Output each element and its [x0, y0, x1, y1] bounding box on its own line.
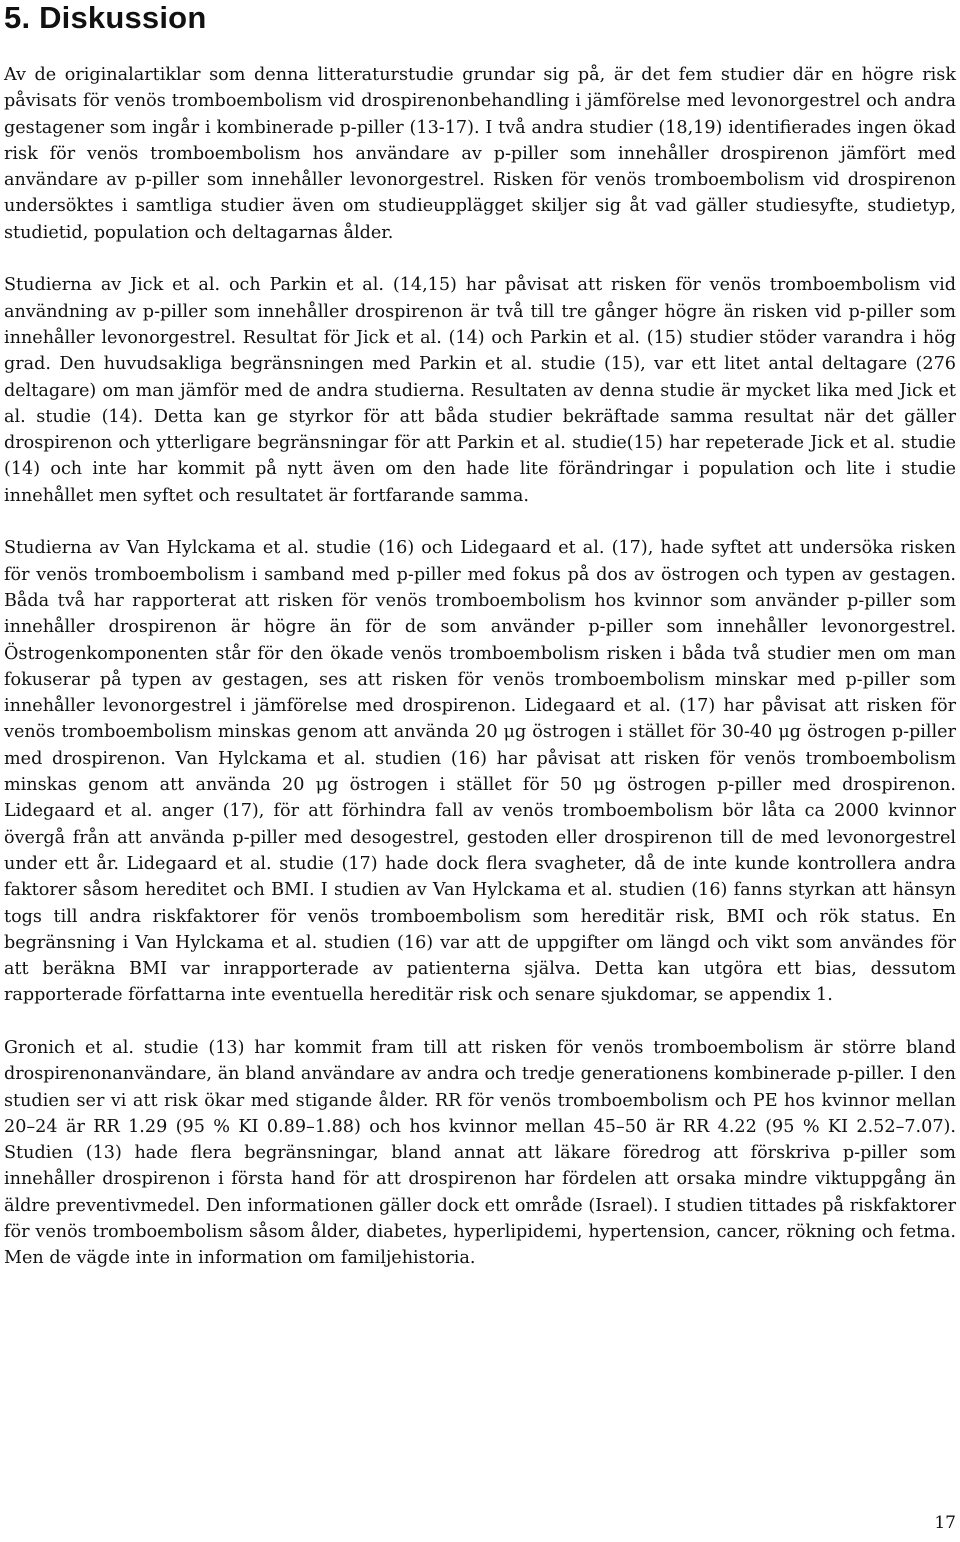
paragraph-van-hylckama-lidegaard: Studierna av Van Hylckama et al. studie (16) och Lidegaard et al. (17), hade syftet att undersöka risken för venös tromboembolism i samband med p-piller med fokus på dos av östrogen och typen av gestagen. Båda två har rapporterat att risken för venös tromboembolism hos kvinnor som använder p-piller som innehåller drospirenon är högre än för de som använder p-piller som innehåller levonorgestrel. Östrogenkomponenten står för den ökade venös tromboembolism risken i båda två studier men om man fokuserar på typen av gestagen, ses att risken för venös tromboembolism minskar med p-piller som innehåller levonorgestrel i jämförelse med drospirenon. Lidegaard et al. (17) har påvisat att risken för venös tromboembolism minskas genom att använda 20 μg östrogen i stället för 30-40 μg östrogen p-piller med drospirenon. Van Hylckama et al. studien (16) har påvisat att risken för venös tromboembolism minskas genom att använda 20 μg östrogen i stället för 50 μg östrogen p-piller med drospirenon. Lidegaard et al. anger (17), för att förhindra fall av venös tromboembolism bör låta ca 2000 kvinnor övergå från att använda p-piller med desogestrel, gestoden eller drospirenon till de med levonorgestrel under ett år. Lidegaard et al. studie (17) hade dock flera svagheter, då de inte kunde kontrollera andra faktorer såsom hereditet och BMI. I studien av Van Hylckama et al. studien (16) fanns styrkan att hänsyn togs till andra riskfaktorer för venös tromboembolism som hereditär risk, BMI och rök status. En begränsning i Van Hylckama et al. studien (16) var att de uppgifter om längd och vikt som användes för att beräkna BMI var inrapporterade av patienterna själva. Detta kan utgöra ett bias, dessutom rapporterade författarna inte eventuella hereditär risk och senare sjukdomar, se appendix 1. [4, 538, 956, 1006]
page-number: 17 [934, 1513, 956, 1533]
discussion-body [4, 62, 956, 1272]
section-heading: 5. Diskussion [4, 0, 207, 35]
paragraph-gronich: Gronich et al. studie (13) har kommit fram till att risken för venös tromboembolism är större bland drospirenonanvändare, än bland användare av andra och tredje generationens kombinerade p-piller. I den studien ser vi att risk ökar med stigande ålder. RR för venös tromboembolism och PE hos kvinnor mellan 20–24 är RR 1.29 (95 % KI 0.89–1.88) och hos kvinnor mellan 45–50 är RR 4.22 (95 % KI 2.52–7.07). Studien (13) hade flera begränsningar, bland annat att läkare föredrog att förskriva p-piller som innehåller drospirenon i första hand för att drospirenon har fördelen att orsaka mindre viktuppgång än äldre preventivmedel. Den informationen gäller dock ett område (Israel). I studien tittades på riskfaktorer för venös tromboembolism såsom ålder, diabetes, hyperlipidemi, hypertension, cancer, rökning och fetma. Men de vägde inte in information om familjehistoria. [4, 1037, 956, 1269]
paragraph-overview: Av de originalartiklar som denna litteraturstudie grundar sig på, är det fem studier där en högre risk påvisats för venös tromboembolism vid drospirenonbehandling i jämförelse med levonorgestrel och andra gestagener som ingår i kombinerade p-piller (13-17). I två andra studier (18,19) identifierades ingen ökad risk för venös tromboembolism hos användare av p-piller som innehåller drospirenon jämfört med användare av p-piller som innehåller levonorgestrel. Risken för venös tromboembolism vid drospirenon undersöktes i samtliga studier även om studieupplägget skiljer sig åt vad gäller studiesyfte, studietyp, studietid, population och deltagarnas ålder. [4, 65, 956, 243]
paragraph-jick-parkin: Studierna av Jick et al. och Parkin et al. (14,15) har påvisat att risken för venös tromboembolism vid användning av p-piller som innehåller drospirenon är två till tre gånger högre än risken vid p-piller som innehåller levonorgestrel. Resultat för Jick et al. (14) och Parkin et al. (15) studier stöder varandra i hög grad. Den huvudsakliga begränsningen med Parkin et al. studie (15), var ett litet antal deltagare (276 deltagare) om man jämför med de andra studierna. Resultaten av denna studie är mycket lika med Jick et al. studie (14). Detta kan ge styrkor för att båda studier bekräftade samma resultat när det gäller drospirenon och ytterligare begränsningar för att Parkin et al. studie(15) har repeterade Jick et al. studie (14) och inte har kommit på nytt även om den hade lite förändringar i population och lite i studie innehållet men syftet och resultatet är fortfarande samma. [4, 275, 956, 506]
